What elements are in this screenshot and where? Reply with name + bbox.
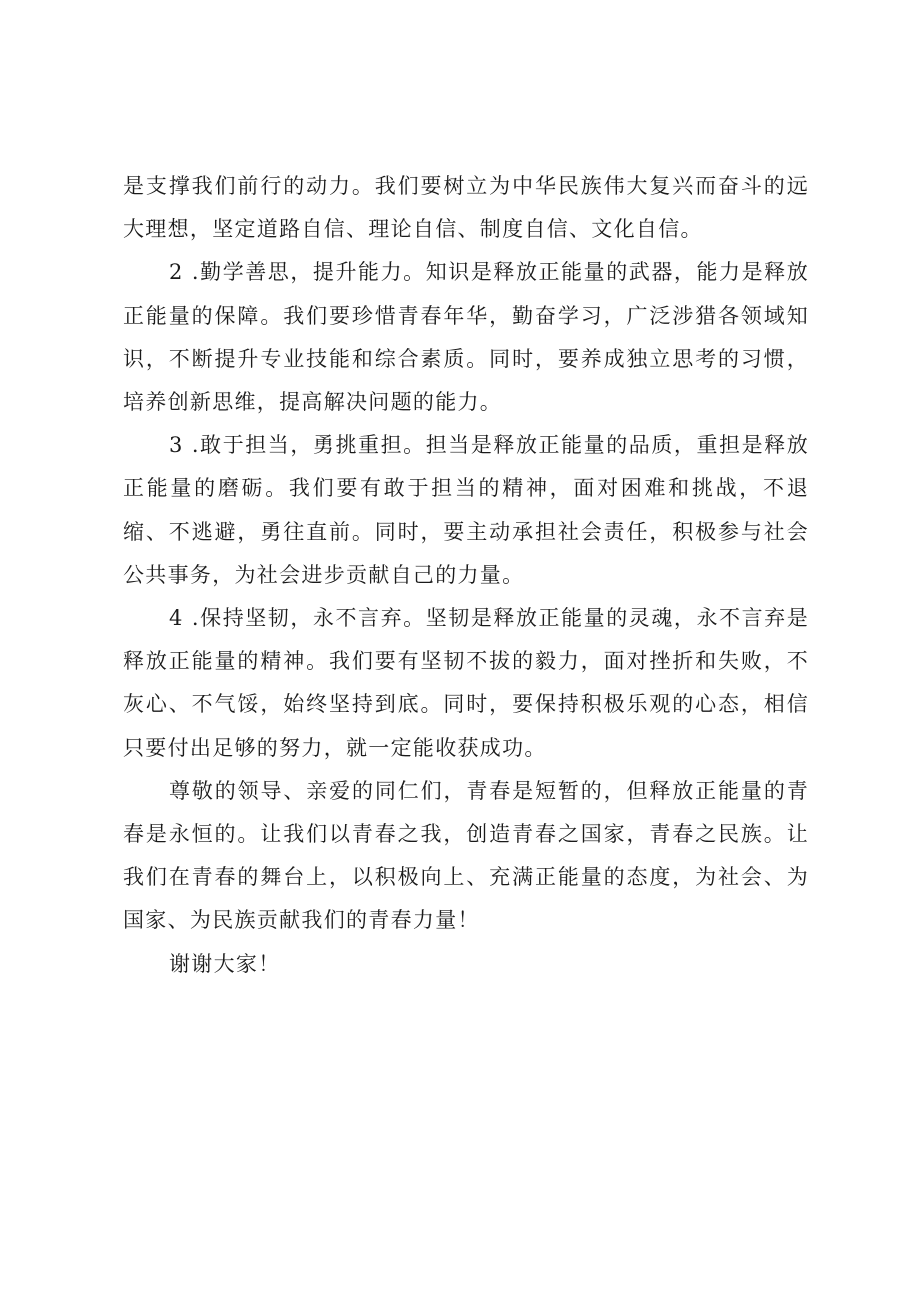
- document-body: [123, 165, 809, 986]
- paragraph-point-2: 2 .勤学善思，提升能力。知识是释放正能量的武器，能力是释放正能量的保障。我们要珍惜青春年华，勤奋学习，广泛涉猎各领域知识，不断提升专业技能和综合素质。同时，要养成独立思考的习惯，培养创新思维，提高解决问题的能力。: [123, 260, 809, 415]
- paragraph-point-3: 3 .敢于担当，勇挑重担。担当是释放正能量的品质，重担是释放正能量的磨砺。我们要有敢于担当的精神，面对困难和挑战，不退缩、不逃避，勇往直前。同时，要主动承担社会责任，积极参与社会公共事务，为社会进步贡献自己的力量。: [123, 433, 809, 587]
- paragraph-closing: 尊敬的领导、亲爱的同仁们，青春是短暂的，但释放正能量的青春是永恒的。让我们以青春之我，创造青春之国家，青春之民族。让我们在青春的舞台上，以积极向上、充满正能量的态度，为社会、为国家、为民族贡献我们的青春力量！: [123, 778, 809, 933]
- paragraph-continuation: 是支撑我们前行的动力。我们要树立为中华民族伟大复兴而奋斗的远大理想，坚定道路自信、理论自信、制度自信、文化自信。: [123, 174, 809, 242]
- paragraph-point-4: 4 .保持坚韧，永不言弃。坚韧是释放正能量的灵魂，永不言弃是释放正能量的精神。我们要有坚韧不拔的毅力，面对挫折和失败，不灰心、不气馁，始终坚持到底。同时，要保持积极乐观的心态，相信只要付出足够的努力，就一定能收获成功。: [123, 606, 809, 760]
- paragraph-thanks: 谢谢大家！: [169, 951, 281, 976]
